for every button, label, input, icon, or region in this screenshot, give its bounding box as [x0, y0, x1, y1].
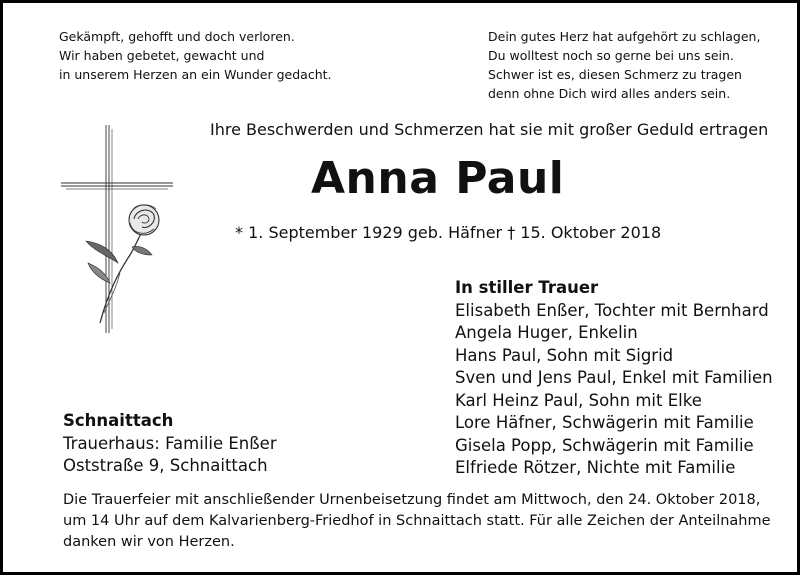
motto-line: Ihre Beschwerden und Schmerzen hat sie mit großer Geduld ertragen [210, 120, 769, 139]
poem-left-line: in unserem Herzen an ein Wunder gedacht. [59, 67, 332, 82]
funeral-notice [63, 490, 771, 553]
poem-left [59, 27, 332, 84]
mourning-house-address [63, 410, 277, 478]
poem-left-line: Wir haben gebetet, gewacht und [59, 48, 265, 63]
mourner-entry: Karl Heinz Paul, Sohn mit Elke [455, 390, 702, 410]
notice-line: danken wir von Herzen. [63, 534, 235, 550]
cross-with-rose-icon [58, 123, 178, 338]
address-place: Schnaittach [63, 411, 174, 430]
mourner-entry: Elisabeth Enßer, Tochter mit Bernhard [455, 300, 769, 320]
notice-line: Die Trauerfeier mit anschließender Urnenbeisetzung findet am Mittwoch, den 24. Oktober 2018, [63, 492, 761, 508]
address-street: Oststraße 9, Schnaittach [63, 456, 268, 475]
mourners-heading: In stiller Trauer [455, 278, 599, 297]
mourner-entry: Lore Häfner, Schwägerin mit Familie [455, 413, 754, 432]
mourner-entry: Angela Huger, Enkelin [455, 323, 638, 342]
mourner-entry: Gisela Popp, Schwägerin mit Familie [455, 435, 754, 455]
poem-right-line: denn ohne Dich wird alles anders sein. [488, 86, 731, 101]
poem-left-line: Gekämpft, gehofft und doch verloren. [59, 29, 295, 44]
mourner-entry: Elfriede Rötzer, Nichte mit Familie [455, 458, 736, 477]
poem-right-line: Schwer ist es, diesen Schmerz zu tragen [488, 67, 742, 82]
life-dates: * 1. September 1929 geb. Häfner † 15. Oktober 2018 [235, 223, 662, 242]
mourner-entry: Sven und Jens Paul, Enkel mit Familien [455, 368, 773, 387]
poem-right [488, 27, 760, 103]
notice-line: um 14 Uhr auf dem Kalvarienberg-Friedhof in Schnaittach statt. Für alle Zeichen der Anteilnahme [63, 513, 771, 529]
poem-right-line: Dein gutes Herz hat aufgehört zu schlagen, [488, 29, 761, 44]
poem-right-line: Du wolltest noch so gerne bei uns sein. [488, 48, 734, 63]
deceased-name: Anna Paul [311, 153, 565, 204]
mourner-entry: Hans Paul, Sohn mit Sigrid [455, 345, 674, 365]
mourners-list [455, 277, 773, 480]
address-house: Trauerhaus: Familie Enßer [63, 433, 277, 453]
